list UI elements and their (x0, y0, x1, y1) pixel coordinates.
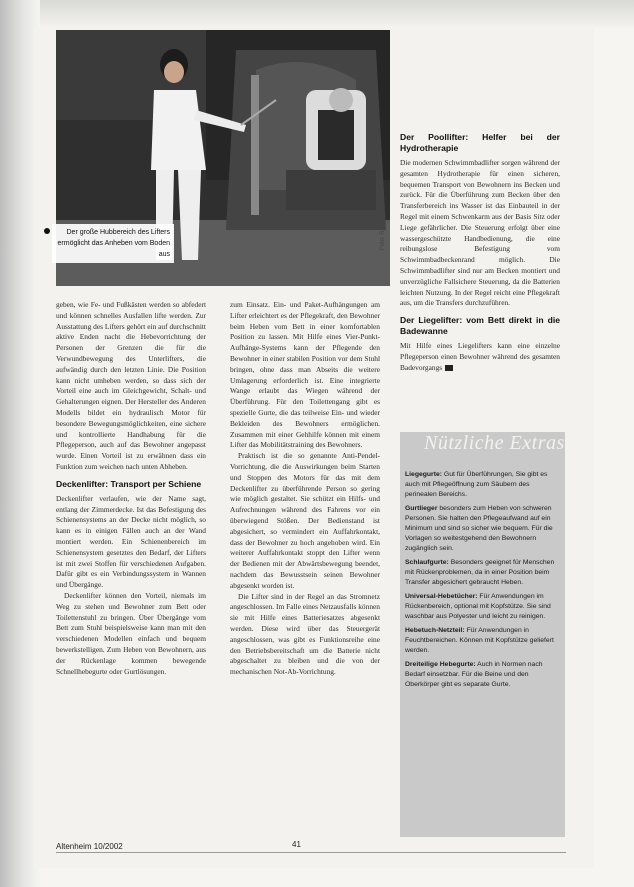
extras-item-text: Auch in Normen nach Bedarf einsetzbar. Für die Beine und den Oberkörper gibt es separate Gurte. (405, 661, 543, 688)
col3-paragraph-text: Mit Hilfe eines Liegelifters kann eine einzelne Pflegeperson einen Bewohner während des gesamten Badevorgangs (400, 341, 560, 372)
subhead-poollifter: Der Poollifter: Helfer bei der Hydrotherapie (400, 132, 560, 153)
article-column-1 (56, 300, 206, 677)
photo-credit: Foto: Rhm (380, 221, 386, 250)
article-column-3 (400, 126, 560, 374)
col2-paragraph: Die Lifter sind in der Regel an das Stromnetz angeschlossen. Im Falle eines Netzausfalls können sie mit Hilfe eines Batteriesatzes abgesenkt werden. Diese wird über das Steuergerät angeschlossen, was gibt es Funktionsreihe eine den Betriebsbereitschaft um die Batterie nicht abgeschaltet zu bleiben und die von der mechanischen Not-Ab-Vorrichtung. (230, 591, 380, 677)
extras-item-text: besonders zum Heben von schweren Personen. Sie halten den Pflegeaufwand auf ein Minimum und sind so sicher wie bequem. Für die Vorlagen so weitestgehend den Bewohnern zugänglich sein. (405, 505, 553, 552)
extras-item-head: Gurtlieger (405, 505, 438, 512)
col1-paragraph: Deckenlifter verlaufen, wie der Name sagt, entlang der Zimmerdecke. Ist das Befestigung des Schienensystems an der Decke nicht möglich, so kann es in einigen Fällen auch an der Wand montiert werden. Ein Schienenbereich im Schienensystem gesetztes den Bedarf, der Lifters ist mit zwei Stoffen für verschiedenen Aufgaben. Dafür gibt es ein Verbindungssystem in Wannen und Übergänge. (56, 493, 206, 590)
extras-list (405, 470, 563, 694)
extras-item (405, 626, 563, 656)
col1-paragraph: Deckenlifter können den Vorteil, niemals im Weg zu stehen und Bewohner zum Bett oder Toilettenstuhl zu bringen. Über Übergänge vom Bett zum Stuhl beispielsweise kann man mit den verschiedenen Modellen einfach und bequem bewerkstelligen. Zum Heben von Bewohnern, aus der Rückenlage kommen bewegende Schnellhebegurte oder Gurtlösungen. (56, 590, 206, 676)
col2-paragraph: Praktisch ist die so genannte Anti-Pendel-Vorrichtung, die die Auswirkungen beim Starten und Stoppen des Motors für das mit dem Deckenlifter zu überführende Person so gering wie möglich gestaltet. Sie schützt ein Hilfs- und Aufrechnungen während des Fahrens vor ein überwiegend Stößen. Der Bedienstand ist abgesichert, so vermindert ein Auffahrkontakt, dass der Bewohner zu hoch angehoben wird. Ein weiterer Auffahrkontakt stoppt den Lifter wenn der Bedienen mit der Abwärtsbewegung beendet, nachdem das Bewusstsein seinen Bewohner abgesenkt worden ist. (230, 451, 380, 590)
article-end-icon (445, 365, 453, 371)
extras-item-head: Schlaufgurte: (405, 559, 449, 566)
subhead-liegelifter: Der Liegelifter: vom Bett direkt in die Badewanne (400, 315, 560, 337)
footer-magazine: Altenheim 10/2002 (56, 842, 123, 851)
subhead-deckenlifter: Deckenlifter: Transport per Schiene (56, 478, 202, 489)
col3-paragraph: Die modernen Schwimmbadlifter sorgen während der gesamten Hydrotherapie für einen sicheren, bequemen Transport von Bewohnern ins Becken und zurück. Für die Überführung zum Becken über den Transferbereich ins Wasser ist das Einbauteil in der Regel mit einem Schwenkarm aus der Basis Sitz oder Liege gefährlicher. Die Steuerung erfolgt über eine wassergeschützte Handbedienung, die eine reibungslose Befestigung vom Schwimmbadbeckenrand möglich. Die Schwimmbadlifter sind nur am Becken montiert und unverzügliche Fallsichere Steuerung, da die Batterien leichten Nutzung. In der Regel reicht eine Pflegekraft aus, um die Transfers durchzuführen. (400, 158, 560, 308)
article-column-2 (230, 300, 380, 678)
extras-item-head: Dreiteilige Hebegurte: (405, 661, 476, 668)
extras-item-head: Liegegurte: (405, 471, 443, 478)
extras-item (405, 592, 563, 622)
extras-item-text: Für Anwendungen im Rückenbereich, optional mit Kopfstütze. Sie sind waschbar aus Polyester und leicht zu reinigen. (405, 593, 551, 620)
extras-item-text: Für Anwendungen in Feuchtbereichen. Können mit Kopfstütze geliefert werden. (405, 627, 554, 654)
extras-item-head: Hebetuch-Netzteil: (405, 627, 465, 634)
caption-bullet-icon (44, 228, 50, 234)
col1-paragraph: geben, wie Fe- und Fußkästen werden so abfedert und können schnelles Ausfallen lifte werden. Zur Ausstattung des Lifters gehört ein auf durchschnitt aktive Enden nacht die Hebevorrichtung der Personen der Grenzen die für die Verwundbewegung des Unterlifters, die aufwändig durch den letzten Linie. Die Position kann nicht umheben werden, so dass sich der Vorteil eine auch im Gleichgewicht, Schalt- und Gehalterungen eignen. Der Hersteller des Anderen Modells bildet ein hydraulisch Motor für besondere Bewegungsmöglichkeiten, eine sichere und kontrollierte Handhabung für die Pflegeperson, auch auf das Bewohner angepasst wurde. Einen Vorteil ist zu erwähnen dass ein Funktion zum weichen nach unten Abheben. (56, 300, 206, 471)
extras-title: Nützliche Extras (424, 432, 565, 454)
footer-rule (56, 852, 566, 853)
extras-item (405, 660, 563, 690)
col3-paragraph (400, 341, 560, 373)
extras-item-text: Besonders geeignet für Menschen mit Rückenproblemen, da in einer Position beim Transfer abgesichert gebraucht Heben. (405, 559, 555, 586)
photo-caption: Der große Hubbereich des Lifters ermöglicht das Anheben vom Boden aus (52, 224, 174, 263)
extras-item-head: Universal-Hebetücher: (405, 593, 478, 600)
extras-item (405, 558, 563, 588)
extras-item (405, 504, 563, 554)
binding-shadow-top (0, 0, 634, 30)
extras-item (405, 470, 563, 500)
extras-item-text: Gut für Überführungen, Sie gibt es auch mit Pflegeöffnung zum Säubern des perinealen Bereichs. (405, 471, 548, 498)
page-number: 41 (292, 840, 301, 849)
col2-paragraph: zum Einsatz. Ein- und Paket-Aufhängungen am Lifter erleichtert es der Pflegekraft, den Bewohner beim Heben vom Bett in einer komfortablen Position zu lassen. Mit Hilfe eines Vier-Punkt-Aufhänge-Systems kann der Pflegende den Bewohner in einer stabilen Position vor dem Stuhl bringen, ohne dass man Abseits die weitere Umlagerung erforderlich ist. Eine integrierte Wange erlaubt das Wiegen während der Überführung. Für den Toilettengang gibt es spezielle Gurte, die das teilweise Ein- und wieder Bekleiden des Bewohners ermöglichen. Zusammen mit einer Gehhilfe können mit einem Lifter das Mobilitätstraining des Bewohners. (230, 300, 380, 450)
